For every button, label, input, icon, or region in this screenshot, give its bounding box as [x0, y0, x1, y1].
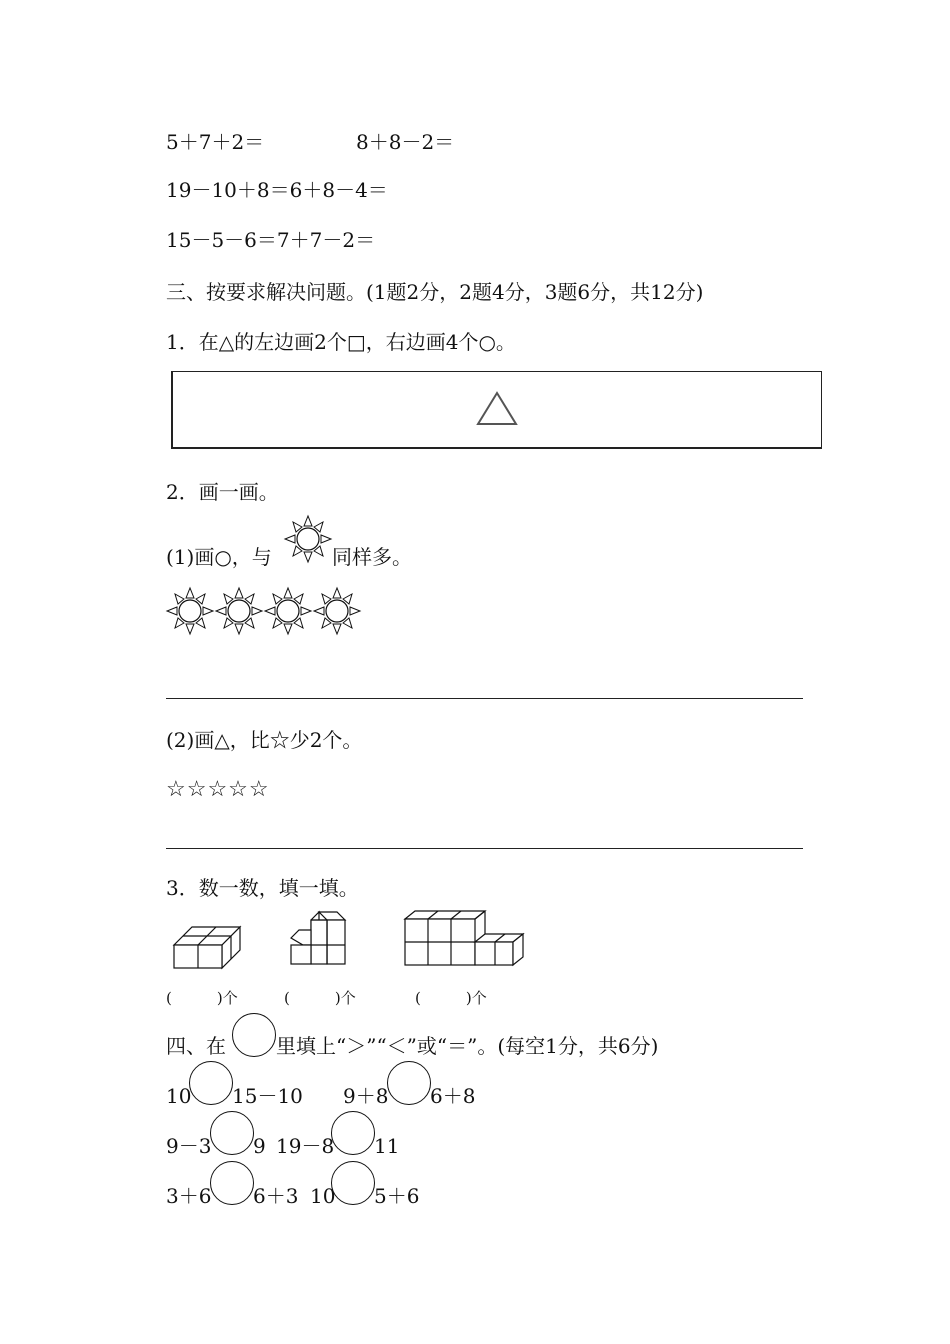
- count-blank-2[interactable]: ( )个: [284, 989, 356, 1007]
- compare-6-left: 10: [310, 1184, 336, 1208]
- sun-row: [166, 586, 366, 636]
- count-blank-3[interactable]: ( )个: [415, 989, 487, 1007]
- cube-figure-3: [403, 908, 527, 970]
- q2-2-text: (2)画△，比☆少2个。: [166, 728, 363, 752]
- q2-1-text-pre: (1)画○，与: [166, 545, 272, 569]
- answer-line-2[interactable]: [166, 848, 803, 849]
- calc-row1-left: 5＋7＋2＝: [166, 130, 265, 154]
- stars-row: ☆☆☆☆☆: [166, 777, 270, 802]
- calc-row3: 15－5－6＝7＋7－2＝: [166, 228, 376, 252]
- section4-title-pre: 四、在: [166, 1034, 226, 1058]
- compare-4-right: 11: [374, 1134, 400, 1158]
- cube-figure-1: [174, 926, 246, 970]
- q2-text: 2．画一画。: [166, 480, 279, 504]
- sun-icon: [285, 514, 331, 564]
- compare-5-left: 3＋6: [166, 1184, 212, 1208]
- section4-title-post: 里填上“＞”“＜”或“＝”。(每空1分，共6分): [276, 1034, 659, 1058]
- compare-6-right: 5＋6: [374, 1184, 420, 1208]
- q3-text: 3．数一数，填一填。: [166, 876, 359, 900]
- q1-text: 1．在△的左边画2个□，右边画4个○。: [166, 330, 516, 354]
- triangle-icon: [476, 390, 518, 426]
- compare-3-circle[interactable]: [210, 1111, 254, 1155]
- compare-2-left: 9＋8: [343, 1084, 389, 1108]
- count-blank-1[interactable]: ( )个: [166, 989, 238, 1007]
- calc-row1-right: 8＋8－2＝: [356, 130, 455, 154]
- calc-row2: 19－10＋8＝6＋8－4＝: [166, 178, 388, 202]
- q2-1-text-post: 同样多。: [332, 545, 412, 569]
- compare-5-circle[interactable]: [210, 1161, 254, 1205]
- section3-title: 三、按要求解决问题。(1题2分，2题4分，3题6分，共12分): [166, 280, 704, 304]
- compare-3-right: 9: [253, 1134, 266, 1158]
- compare-2-circle[interactable]: [387, 1061, 431, 1105]
- sun-icon: [216, 588, 262, 634]
- compare-6-circle[interactable]: [331, 1161, 375, 1205]
- cube-figure-2: [289, 910, 351, 970]
- compare-2-right: 6＋8: [430, 1084, 476, 1108]
- compare-1-circle[interactable]: [189, 1061, 233, 1105]
- compare-1-left: 10: [166, 1084, 192, 1108]
- sun-icon: [314, 588, 360, 634]
- sun-icon: [265, 588, 311, 634]
- compare-1-right: 15－10: [232, 1084, 303, 1108]
- compare-4-left: 19－8: [276, 1134, 335, 1158]
- sun-icon: [167, 588, 213, 634]
- compare-3-left: 9－3: [166, 1134, 212, 1158]
- answer-line-1[interactable]: [166, 698, 803, 699]
- circle-example-icon: [232, 1013, 276, 1057]
- compare-4-circle[interactable]: [331, 1111, 375, 1155]
- compare-5-right: 6＋3: [253, 1184, 299, 1208]
